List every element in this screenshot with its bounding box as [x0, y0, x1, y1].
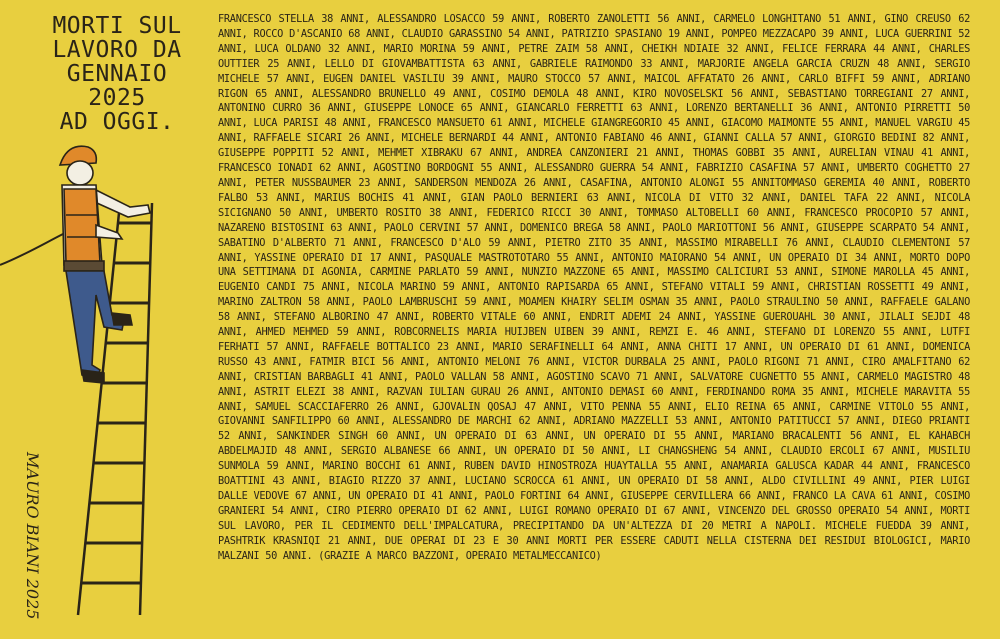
- safety-vest: [64, 189, 100, 263]
- title-line-2: LAVORO DA: [52, 37, 182, 63]
- safety-rope: [0, 233, 65, 265]
- title-line-1: MORTI SUL: [52, 13, 182, 39]
- boot-lower: [82, 370, 104, 383]
- tool-belt: [64, 261, 104, 271]
- title-line-4: AD OGGI.: [59, 109, 175, 135]
- victims-list: FRANCESCO STELLA 38 ANNI, ALESSANDRO LOSACCO 59 ANNI, ROBERTO ZANOLETTI 56 ANNI, CARMELO LONGHITANO 51 ANNI, GINO CREUSO 62 ANNI, ROCCO D'ASCANIO 68 ANNI, CLAUDIO GARASSINO 54 ANNI, PATRIZIO SPASIANO 19 ANNI, POMPEO MEZZACAPO 39 ANNI, LUCA GUERRINI 52 ANNI, LUCA OLDANO 32 ANNI, MARIO MORINA 59 ANNI, PETRE ZAIM 58 ANNI, CHEIKH NDIAIE 32 ANNI, FELICE FERRARA 44 ANNI, CHARLES OUTTIER 25 ANNI, LELLO DI GIOVAMBATTISTA 63 ANNI, GABRIELE RAIMONDO 33 ANNI, MARJORIE ANGELA GARCIA CRUZN 48 ANNI, SERGIO MICHELE 57 ANNI, EUGEN DANIEL VASILIU 39 ANNI, MAURO STOCCO 57 ANNI, MAICOL AFFATATO 26 ANNI, CARLO BIFFI 59 ANNI, ADRIANO RIGON 65 ANNI, ALESSANDRO BRUNELLO 49 ANNI, COSIMO DEMOLA 48 ANNI, KIRO NOVOSELSKI 56 ANNI, SEBASTIANO TORREGIANI 27 ANNI, ANTONINO CURRO 36 ANNI, GIUSEPPE LONOCE 65 ANNI, GIANCARLO FERRETTI 63 ANNI, LORENZO BERTANELLI 36 ANNI, ANTONIO PIRRETTI 50 ANNI, LUCA PARISI 48 ANNI, FRANCESCO MANSUETO 61 ANNI, MICHELE GIANGREGORIO 45 ANNI, GIACOMO MAIMONTE 55 ANNI, MANUEL VARGIU 45 ANNI, RAFFAELE SICARI 26 ANNI, MICHELE BERNARDI 44 ANNI, ANTONIO FABIANO 46 ANNI, GIANNI CALLA 57 ANNI, GIORGIO BEDINI 82 ANNI, GIUSEPPE POPPITI 52 ANNI, MEHMET XIBRAKU 67 ANNI, ANDREA CANZONIERI 21 ANNI, THOMAS GOBBI 35 ANNI, AURELIAN VINAU 41 ANNI, FRANCESCO IONADI 62 ANNI, AGOSTINO BORDOGNI 55 ANNI, ALESSANDRO GUERRA 54 ANNI, FABRIZIO CASAFINA 57 ANNI, UMBERTO COGHETTO 27 ANNI, PETER NUSSBAUMER 23 ANNI, SANDERSON MENDOZA 26 ANNI, CASAFINA, ANTONIO ALONGI 55 ANNITOMMASO GEREMIA 40 ANNI, ROBERTO FALBO 53 ANNI, MARIUS BOCHIS 41 ANNI, GIAN PAOLO BERNIERI 63 ANNI, NICOLA DI VITO 32 ANNI, DANIEL TAFA 22 ANNI, NICOLA SICIGNANO 50 ANNI, UMBERTO ROSITO 38 ANNI, FEDERICO RICCI 30 ANNI, TOMMASO ALTOBELLI 60 ANNI, FRANCESCO PROCOPIO 57 ANNI, NAZARENO BISTOSINI 63 ANNI, PAOLO CERVINI 57 ANNI, DOMENICO BREGA 58 ANNI, PAOLO MARIOTTONI 56 ANNI, GIUSEPPE SCARPATO 54 ANNI, SABATINO D'ALBERTO 71 ANNI, FRANCESCO D'ALO 59 ANNI, PIETRO ZITO 35 ANNI, MASSIMO MIRABELLI 76 ANNI, CLAUDIO CLEMENTONI 57 ANNI, YASSINE OPERAIO DI 17 ANNI, PASQUALE MASTROTOTARO 55 ANNI, ANTONIO MAIORANO 54 ANNI, UN OPERAIO DI 34 ANNI, MORTO DOPO UNA SETTIMANA DI AGONIA, CARMINE PARLATO 59 ANNI, NUNZIO MAZZONE 65 ANNI, MASSIMO CALICIURI 53 ANNI, SIMONE MAROLLA 45 ANNI, EUGENIO CANDI 75 ANNI, NICOLA MARINO 59 ANNI, ANTONIO RAPISARDA 65 ANNI, STEFANO VITALI 59 ANNI, CHRISTIAN ROSSETTI 49 ANNI, MARINO ZALTRON 58 ANNI, PAOLO LAMBRUSCHI 59 ANNI, MOAMEN KHAIRY SELIM OSMAN 35 ANNI, PAOLO STRAULINO 50 ANNI, RAFFAELE GALANO 58 ANNI, STEFANO ALBORINO 47 ANNI, ROBERTO VITALE 60 ANNI, ENDRIT ADEMI 24 ANNI, YASSINE GUEROUAHL 30 ANNI, JILALI SEJDI 48 ANNI, AHMED MEHMED 59 ANNI, ROBCORNELIS MARIA HUIJBEN UIBEN 39 ANNI, REMZI E. 46 ANNI, STEFANO DI LORENZO 55 ANNI, LUTFI FERHATI 57 ANNI, RAFFAELE BOTTALICO 23 ANNI, MARIO SERAFINELLI 64 ANNI, ANNA CHITI 17 ANNI, UN OPERAIO DI 61 ANNI, DOMENICA RUSSO 43 ANNI, FATMIR BICI 56 ANNI, ANTONIO MELONI 76 ANNI, VICTOR DURBALA 25 ANNI, PAOLO RIGONI 71 ANNI, CIRO AMALFITANO 62 ANNI, CRISTIAN BARBAGLI 41 ANNI, PAOLO VALLAN 58 ANNI, AGOSTINO SCAVO 71 ANNI, SALVATORE CUGNETTO 55 ANNI, CARMELO MAGISTRO 48 ANNI, ASTRIT ELEZI 38 ANNI, RAZVAN IULIAN GURAU 26 ANNI, ANTONIO DEMASI 60 ANNI, FERDINANDO ROMA 35 ANNI, MICHELE MARAVITA 55 ANNI, SAMUEL SCACCIAFERRO 26 ANNI, GJOVALIN QOSAJ 47 ANNI, VITO PENNA 55 ANNI, ELIO REINA 65 ANNI, CARMINE VITOLO 55 ANNI, GIOVANNI SANFILIPPO 60 ANNI, ALESSANDRO DE MARCHI 62 ANNI, ADRIANO MAZZELLI 53 ANNI, ANTONIO PATITUCCI 57 ANNI, DIEGO PRIANTI 52 ANNI, SANKINDER SINGH 60 ANNI, UN OPERAIO DI 63 ANNI, UN OPERAIO DI 55 ANNI, MARIANO BRACALENTI 56 ANNI, EL KAHABCH ABDELMAJID 48 ANNI, SERGIO ALBANESE 66 ANNI, UN OPERAIO DI 50 ANNI, LI CHANGSHENG 54 ANNI, CLAUDIO ERCOLI 67 ANNI, MUSILIU SUNMOLA 59 ANNI, MARINO BOCCHI 61 ANNI, RUBEN DAVID HINOSTROZA HUAYTALLA 55 ANNI, ANAMARIA GALUSCA KADAR 44 ANNI, FRANCESCO BOATTINI 43 ANNI, BIAGIO RIZZO 37 ANNI, LUCIANO SCROCCA 61 ANNI, UN OPERAIO DI 58 ANNI, ALDO CIVILLINI 49 ANNI, PIER LUIGI DALLE VEDOVE 67 ANNI, UN OPERAIO DI 41 ANNI, PAOLO FORTINI 64 ANNI, GIUSEPPE CERVILLERA 66 ANNI, FRANCO LA CAVA 61 ANNI, COSIMO GRANIERI 54 ANNI, CIRO PIERRO OPERAIO DI 62 ANNI, LUIGI ROMANO OPERAIO DI 67 ANNI, VINCENZO DEL GROSSO OPERAIO 54 ANNI, MORTI SUL LAVORO, PER IL CEDIMENTO DELL'IMPALCATURA, PRECIPITANDO DA UN'ALTEZZA DI 20 METRI A NAPOLI. MICHELE FUEDDA 39 ANNI, PASHTRIK KRASNIQI 21 ANNI, DUE OPERAI DI 23 E 30 ANNI MORTI PER ESSERE CADUTI NELLA CISTERNA DEI RESIDUI BIOLOGICI, MARIO MALZANI 50 ANNI. (GRAZIE A MARCO BAZZONI, OPERAIO METALMECCANICO): [218, 13, 970, 562]
- title-line-3: GENNAIO 2025: [66, 61, 168, 111]
- boot-upper: [112, 313, 132, 325]
- artist-signature: MAURO BIANI 2025: [23, 452, 42, 620]
